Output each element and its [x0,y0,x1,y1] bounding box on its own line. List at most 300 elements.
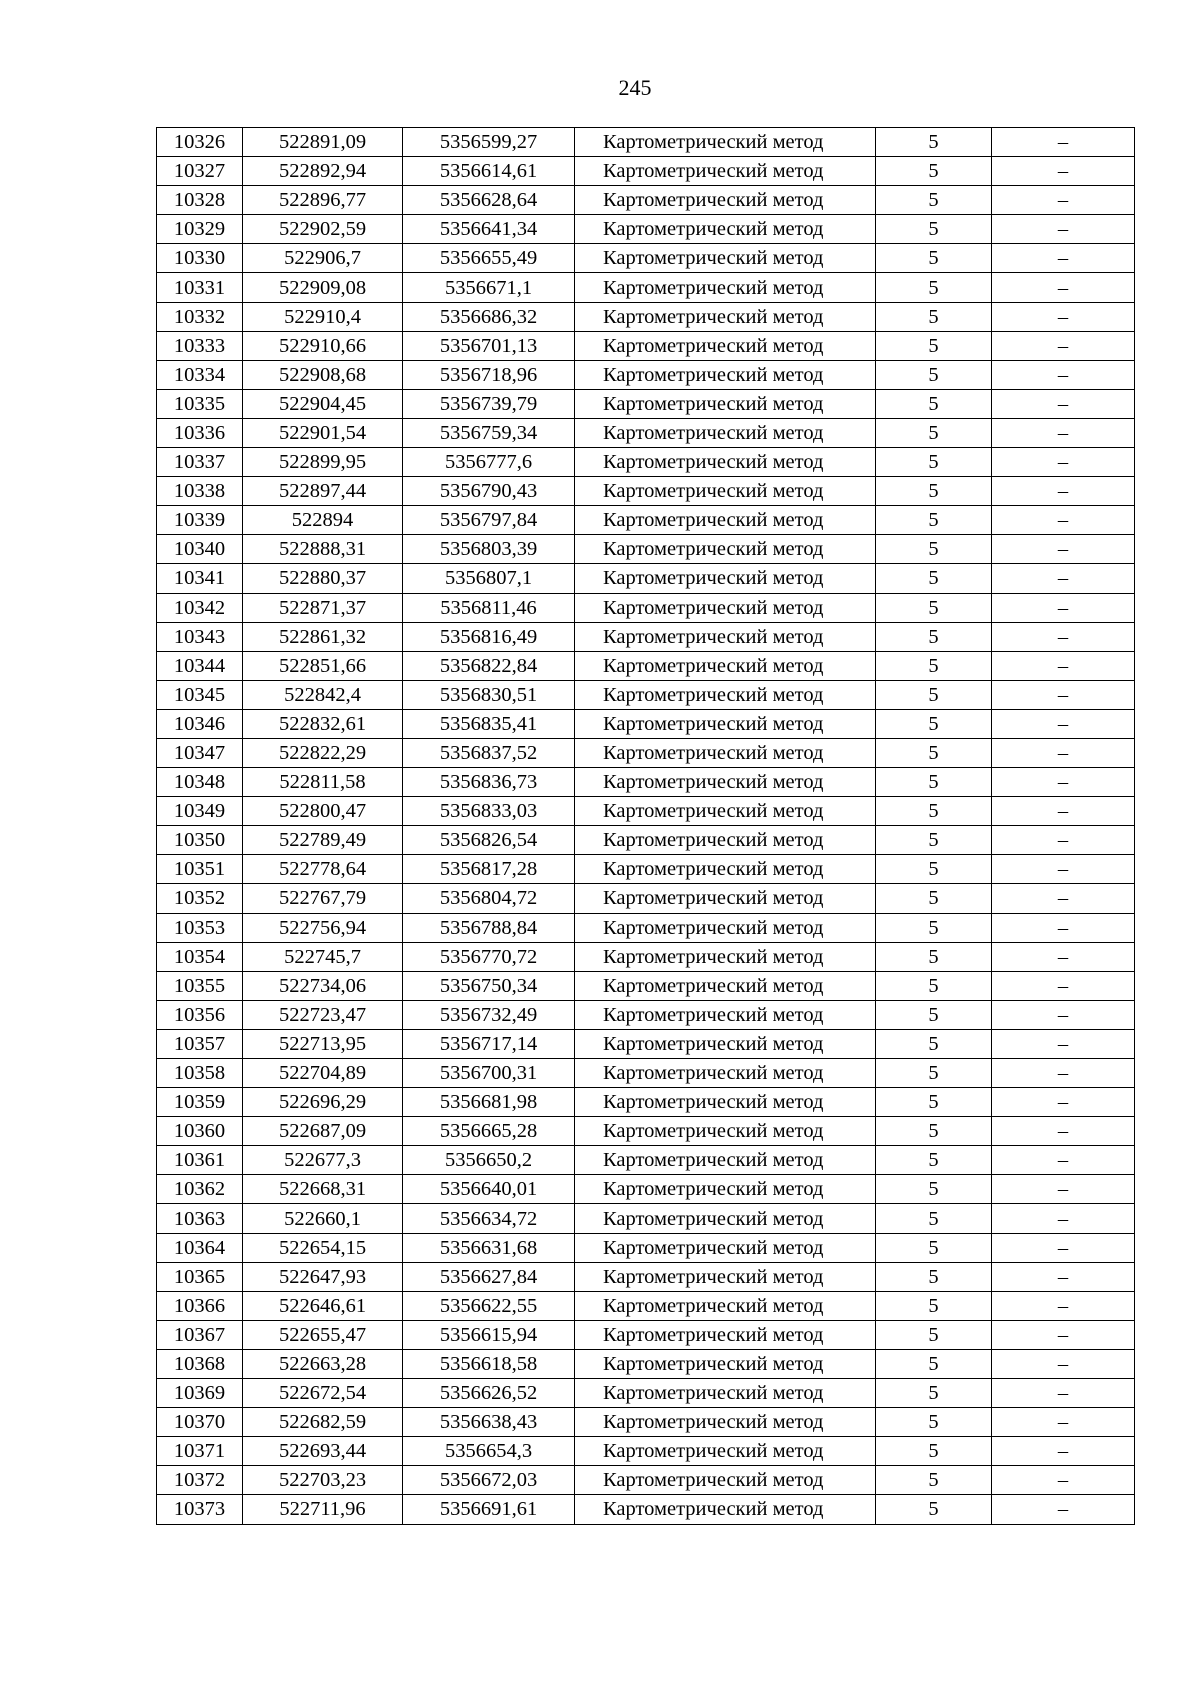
x-coordinate-cell: 522713,95 [243,1029,403,1058]
table-row [157,1117,1135,1146]
table-row [157,797,1135,826]
table-row [157,302,1135,331]
point-number-cell: 10353 [157,913,243,942]
table-row [157,1349,1135,1378]
y-coordinate-cell: 5356655,49 [403,244,575,273]
x-coordinate-cell: 522842,4 [243,680,403,709]
method-cell: Картометрический метод [575,1117,876,1146]
point-number-cell: 10348 [157,768,243,797]
point-number-cell: 10369 [157,1379,243,1408]
method-cell: Картометрический метод [575,1175,876,1204]
y-coordinate-cell: 5356836,73 [403,768,575,797]
point-number-cell: 10333 [157,331,243,360]
point-number-cell: 10359 [157,1088,243,1117]
method-cell: Картометрический метод [575,913,876,942]
accuracy-cell: 5 [876,477,992,506]
dash-cell: – [992,942,1135,971]
y-coordinate-cell: 5356837,52 [403,738,575,767]
point-number-cell: 10327 [157,157,243,186]
accuracy-cell: 5 [876,1233,992,1262]
point-number-cell: 10362 [157,1175,243,1204]
point-number-cell: 10372 [157,1466,243,1495]
method-cell: Картометрический метод [575,564,876,593]
table-row [157,680,1135,709]
y-coordinate-cell: 5356759,34 [403,418,575,447]
dash-cell: – [992,1000,1135,1029]
dash-cell: – [992,1175,1135,1204]
y-coordinate-cell: 5356671,1 [403,273,575,302]
accuracy-cell: 5 [876,709,992,738]
point-number-cell: 10332 [157,302,243,331]
point-number-cell: 10367 [157,1320,243,1349]
dash-cell: – [992,622,1135,651]
dash-cell: – [992,128,1135,157]
table-row [157,1175,1135,1204]
dash-cell: – [992,1349,1135,1378]
y-coordinate-cell: 5356622,55 [403,1291,575,1320]
point-number-cell: 10358 [157,1059,243,1088]
method-cell: Картометрический метод [575,1408,876,1437]
table-row [157,593,1135,622]
method-cell: Картометрический метод [575,1029,876,1058]
accuracy-cell: 5 [876,826,992,855]
x-coordinate-cell: 522655,47 [243,1320,403,1349]
dash-cell: – [992,448,1135,477]
dash-cell: – [992,593,1135,622]
table-row [157,244,1135,273]
x-coordinate-cell: 522703,23 [243,1466,403,1495]
method-cell: Картометрический метод [575,1349,876,1378]
accuracy-cell: 5 [876,942,992,971]
dash-cell: – [992,709,1135,738]
point-number-cell: 10366 [157,1291,243,1320]
y-coordinate-cell: 5356626,52 [403,1379,575,1408]
dash-cell: – [992,244,1135,273]
point-number-cell: 10335 [157,389,243,418]
table-row [157,273,1135,302]
accuracy-cell: 5 [876,913,992,942]
point-number-cell: 10341 [157,564,243,593]
x-coordinate-cell: 522672,54 [243,1379,403,1408]
method-cell: Картометрический метод [575,942,876,971]
dash-cell: – [992,913,1135,942]
accuracy-cell: 5 [876,215,992,244]
accuracy-cell: 5 [876,157,992,186]
accuracy-cell: 5 [876,128,992,157]
point-number-cell: 10352 [157,884,243,913]
table-row [157,331,1135,360]
point-number-cell: 10350 [157,826,243,855]
dash-cell: – [992,215,1135,244]
table-row [157,1495,1135,1524]
method-cell: Картометрический метод [575,738,876,767]
method-cell: Картометрический метод [575,768,876,797]
method-cell: Картометрический метод [575,244,876,273]
y-coordinate-cell: 5356628,64 [403,186,575,215]
y-coordinate-cell: 5356614,61 [403,157,575,186]
dash-cell: – [992,768,1135,797]
dash-cell: – [992,651,1135,680]
accuracy-cell: 5 [876,971,992,1000]
accuracy-cell: 5 [876,448,992,477]
method-cell: Картометрический метод [575,128,876,157]
accuracy-cell: 5 [876,1029,992,1058]
y-coordinate-cell: 5356777,6 [403,448,575,477]
table-row [157,1466,1135,1495]
x-coordinate-cell: 522682,59 [243,1408,403,1437]
dash-cell: – [992,331,1135,360]
point-number-cell: 10365 [157,1262,243,1291]
accuracy-cell: 5 [876,622,992,651]
y-coordinate-cell: 5356830,51 [403,680,575,709]
y-coordinate-cell: 5356833,03 [403,797,575,826]
accuracy-cell: 5 [876,593,992,622]
point-number-cell: 10363 [157,1204,243,1233]
table-row [157,942,1135,971]
dash-cell: – [992,1117,1135,1146]
y-coordinate-cell: 5356739,79 [403,389,575,418]
table-row [157,215,1135,244]
method-cell: Картометрический метод [575,826,876,855]
accuracy-cell: 5 [876,1175,992,1204]
point-number-cell: 10361 [157,1146,243,1175]
dash-cell: – [992,273,1135,302]
y-coordinate-cell: 5356816,49 [403,622,575,651]
y-coordinate-cell: 5356803,39 [403,535,575,564]
accuracy-cell: 5 [876,360,992,389]
y-coordinate-cell: 5356638,43 [403,1408,575,1437]
dash-cell: – [992,418,1135,447]
accuracy-cell: 5 [876,1204,992,1233]
page-number: 245 [618,75,652,100]
x-coordinate-cell: 522910,4 [243,302,403,331]
table-row [157,826,1135,855]
x-coordinate-cell: 522647,93 [243,1262,403,1291]
accuracy-cell: 5 [876,186,992,215]
x-coordinate-cell: 522904,45 [243,389,403,418]
table-row [157,884,1135,913]
dash-cell: – [992,360,1135,389]
y-coordinate-cell: 5356650,2 [403,1146,575,1175]
method-cell: Картометрический метод [575,1233,876,1262]
x-coordinate-cell: 522723,47 [243,1000,403,1029]
x-coordinate-cell: 522654,15 [243,1233,403,1262]
y-coordinate-cell: 5356634,72 [403,1204,575,1233]
y-coordinate-cell: 5356631,68 [403,1233,575,1262]
point-number-cell: 10373 [157,1495,243,1524]
point-number-cell: 10346 [157,709,243,738]
accuracy-cell: 5 [876,797,992,826]
y-coordinate-cell: 5356691,61 [403,1495,575,1524]
table-row [157,1146,1135,1175]
dash-cell: – [992,971,1135,1000]
method-cell: Картометрический метод [575,360,876,389]
method-cell: Картометрический метод [575,1466,876,1495]
accuracy-cell: 5 [876,884,992,913]
point-number-cell: 10371 [157,1437,243,1466]
method-cell: Картометрический метод [575,593,876,622]
x-coordinate-cell: 522888,31 [243,535,403,564]
dash-cell: – [992,884,1135,913]
method-cell: Картометрический метод [575,1320,876,1349]
table-row [157,768,1135,797]
x-coordinate-cell: 522704,89 [243,1059,403,1088]
x-coordinate-cell: 522861,32 [243,622,403,651]
method-cell: Картометрический метод [575,1000,876,1029]
table-row [157,651,1135,680]
accuracy-cell: 5 [876,1262,992,1291]
method-cell: Картометрический метод [575,506,876,535]
point-number-cell: 10328 [157,186,243,215]
y-coordinate-cell: 5356599,27 [403,128,575,157]
method-cell: Картометрический метод [575,215,876,244]
point-number-cell: 10360 [157,1117,243,1146]
point-number-cell: 10334 [157,360,243,389]
dash-cell: – [992,1059,1135,1088]
x-coordinate-cell: 522668,31 [243,1175,403,1204]
method-cell: Картометрический метод [575,302,876,331]
method-cell: Картометрический метод [575,477,876,506]
x-coordinate-cell: 522892,94 [243,157,403,186]
dash-cell: – [992,1146,1135,1175]
accuracy-cell: 5 [876,1349,992,1378]
table-row [157,1204,1135,1233]
method-cell: Картометрический метод [575,797,876,826]
dash-cell: – [992,680,1135,709]
table-row [157,1029,1135,1058]
method-cell: Картометрический метод [575,971,876,1000]
dash-cell: – [992,1204,1135,1233]
y-coordinate-cell: 5356615,94 [403,1320,575,1349]
method-cell: Картометрический метод [575,535,876,564]
method-cell: Картометрический метод [575,1088,876,1117]
point-number-cell: 10370 [157,1408,243,1437]
x-coordinate-cell: 522677,3 [243,1146,403,1175]
y-coordinate-cell: 5356665,28 [403,1117,575,1146]
x-coordinate-cell: 522693,44 [243,1437,403,1466]
y-coordinate-cell: 5356627,84 [403,1262,575,1291]
table-row [157,1000,1135,1029]
y-coordinate-cell: 5356654,3 [403,1437,575,1466]
accuracy-cell: 5 [876,302,992,331]
x-coordinate-cell: 522880,37 [243,564,403,593]
table-row [157,1233,1135,1262]
point-number-cell: 10356 [157,1000,243,1029]
y-coordinate-cell: 5356835,41 [403,709,575,738]
dash-cell: – [992,564,1135,593]
x-coordinate-cell: 522711,96 [243,1495,403,1524]
accuracy-cell: 5 [876,1059,992,1088]
table-row [157,157,1135,186]
dash-cell: – [992,1029,1135,1058]
method-cell: Картометрический метод [575,680,876,709]
accuracy-cell: 5 [876,680,992,709]
accuracy-cell: 5 [876,506,992,535]
point-number-cell: 10354 [157,942,243,971]
accuracy-cell: 5 [876,1495,992,1524]
table-row [157,418,1135,447]
y-coordinate-cell: 5356717,14 [403,1029,575,1058]
accuracy-cell: 5 [876,273,992,302]
dash-cell: – [992,1379,1135,1408]
table-row [157,389,1135,418]
x-coordinate-cell: 522767,79 [243,884,403,913]
y-coordinate-cell: 5356681,98 [403,1088,575,1117]
method-cell: Картометрический метод [575,157,876,186]
point-number-cell: 10326 [157,128,243,157]
table-row [157,448,1135,477]
table-row [157,506,1135,535]
accuracy-cell: 5 [876,1379,992,1408]
x-coordinate-cell: 522832,61 [243,709,403,738]
method-cell: Картометрический метод [575,418,876,447]
dash-cell: – [992,477,1135,506]
coordinates-table [156,127,1135,1525]
y-coordinate-cell: 5356770,72 [403,942,575,971]
y-coordinate-cell: 5356686,32 [403,302,575,331]
method-cell: Картометрический метод [575,651,876,680]
method-cell: Картометрический метод [575,448,876,477]
accuracy-cell: 5 [876,855,992,884]
x-coordinate-cell: 522851,66 [243,651,403,680]
point-number-cell: 10351 [157,855,243,884]
accuracy-cell: 5 [876,564,992,593]
x-coordinate-cell: 522908,68 [243,360,403,389]
table-row [157,1320,1135,1349]
method-cell: Картометрический метод [575,1291,876,1320]
point-number-cell: 10337 [157,448,243,477]
method-cell: Картометрический метод [575,709,876,738]
accuracy-cell: 5 [876,389,992,418]
x-coordinate-cell: 522891,09 [243,128,403,157]
y-coordinate-cell: 5356790,43 [403,477,575,506]
method-cell: Картометрический метод [575,1379,876,1408]
point-number-cell: 10368 [157,1349,243,1378]
table-row [157,535,1135,564]
x-coordinate-cell: 522902,59 [243,215,403,244]
table-row [157,709,1135,738]
method-cell: Картометрический метод [575,331,876,360]
dash-cell: – [992,302,1135,331]
accuracy-cell: 5 [876,1437,992,1466]
dash-cell: – [992,1437,1135,1466]
y-coordinate-cell: 5356750,34 [403,971,575,1000]
dash-cell: – [992,1262,1135,1291]
accuracy-cell: 5 [876,1408,992,1437]
point-number-cell: 10329 [157,215,243,244]
point-number-cell: 10330 [157,244,243,273]
x-coordinate-cell: 522646,61 [243,1291,403,1320]
dash-cell: – [992,506,1135,535]
table-row [157,913,1135,942]
point-number-cell: 10331 [157,273,243,302]
dash-cell: – [992,1495,1135,1524]
method-cell: Картометрический метод [575,1262,876,1291]
x-coordinate-cell: 522756,94 [243,913,403,942]
point-number-cell: 10364 [157,1233,243,1262]
table-row [157,855,1135,884]
y-coordinate-cell: 5356700,31 [403,1059,575,1088]
method-cell: Картометрический метод [575,622,876,651]
x-coordinate-cell: 522909,08 [243,273,403,302]
y-coordinate-cell: 5356788,84 [403,913,575,942]
x-coordinate-cell: 522789,49 [243,826,403,855]
point-number-cell: 10338 [157,477,243,506]
accuracy-cell: 5 [876,738,992,767]
table-row [157,477,1135,506]
accuracy-cell: 5 [876,1146,992,1175]
y-coordinate-cell: 5356718,96 [403,360,575,389]
y-coordinate-cell: 5356732,49 [403,1000,575,1029]
accuracy-cell: 5 [876,1000,992,1029]
x-coordinate-cell: 522901,54 [243,418,403,447]
point-number-cell: 10342 [157,593,243,622]
x-coordinate-cell: 522906,7 [243,244,403,273]
dash-cell: – [992,1291,1135,1320]
x-coordinate-cell: 522871,37 [243,593,403,622]
accuracy-cell: 5 [876,1466,992,1495]
y-coordinate-cell: 5356822,84 [403,651,575,680]
y-coordinate-cell: 5356817,28 [403,855,575,884]
x-coordinate-cell: 522894 [243,506,403,535]
table-row [157,971,1135,1000]
accuracy-cell: 5 [876,1088,992,1117]
dash-cell: – [992,186,1135,215]
y-coordinate-cell: 5356640,01 [403,1175,575,1204]
point-number-cell: 10345 [157,680,243,709]
method-cell: Картометрический метод [575,855,876,884]
table-row [157,1059,1135,1088]
y-coordinate-cell: 5356701,13 [403,331,575,360]
point-number-cell: 10336 [157,418,243,447]
dash-cell: – [992,1233,1135,1262]
method-cell: Картометрический метод [575,884,876,913]
table-row [157,186,1135,215]
x-coordinate-cell: 522811,58 [243,768,403,797]
y-coordinate-cell: 5356826,54 [403,826,575,855]
accuracy-cell: 5 [876,651,992,680]
dash-cell: – [992,797,1135,826]
dash-cell: – [992,1088,1135,1117]
accuracy-cell: 5 [876,244,992,273]
point-number-cell: 10343 [157,622,243,651]
x-coordinate-cell: 522663,28 [243,1349,403,1378]
dash-cell: – [992,855,1135,884]
dash-cell: – [992,389,1135,418]
x-coordinate-cell: 522745,7 [243,942,403,971]
x-coordinate-cell: 522800,47 [243,797,403,826]
dash-cell: – [992,1466,1135,1495]
dash-cell: – [992,1320,1135,1349]
x-coordinate-cell: 522899,95 [243,448,403,477]
x-coordinate-cell: 522778,64 [243,855,403,884]
point-number-cell: 10339 [157,506,243,535]
method-cell: Картометрический метод [575,186,876,215]
dash-cell: – [992,157,1135,186]
table-row [157,1437,1135,1466]
table-row [157,128,1135,157]
x-coordinate-cell: 522897,44 [243,477,403,506]
y-coordinate-cell: 5356618,58 [403,1349,575,1378]
accuracy-cell: 5 [876,1117,992,1146]
dash-cell: – [992,1408,1135,1437]
dash-cell: – [992,738,1135,767]
point-number-cell: 10347 [157,738,243,767]
point-number-cell: 10344 [157,651,243,680]
accuracy-cell: 5 [876,1291,992,1320]
dash-cell: – [992,535,1135,564]
dash-cell: – [992,826,1135,855]
